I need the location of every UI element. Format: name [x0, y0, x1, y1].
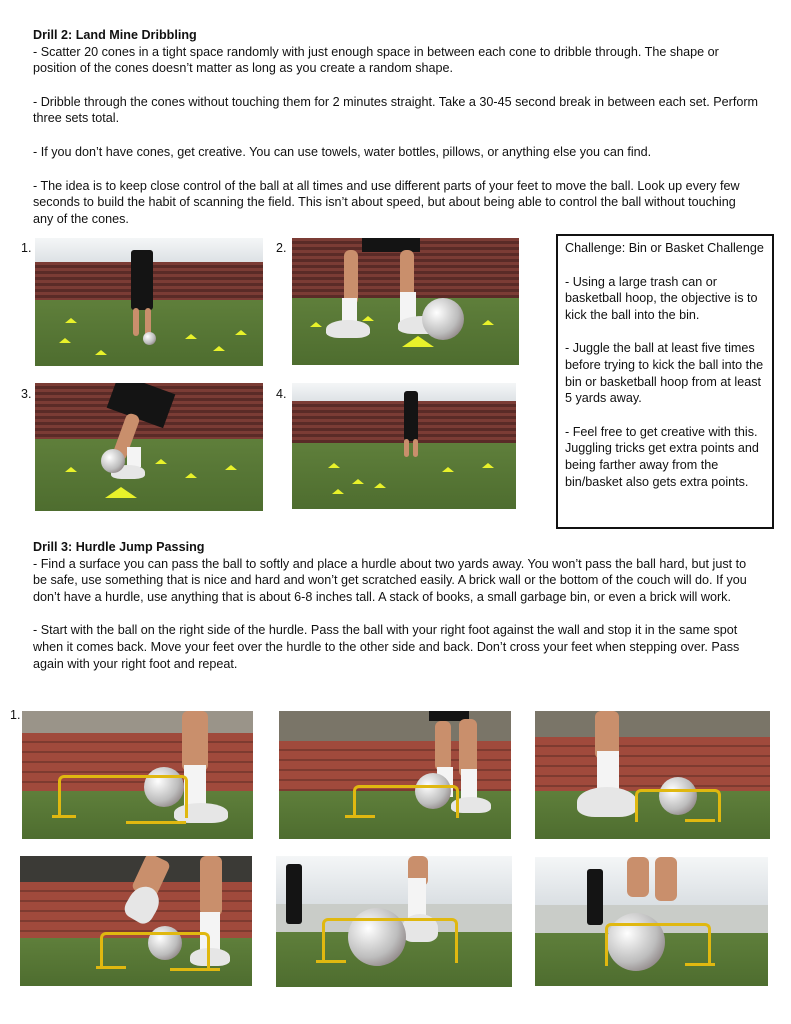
drill3-paragraph-1: - Find a surface you can pass the ball to softly and place a hurdle about two yards away. You won’t pass the ball hard, but just to be safe, use something that is nice and hard and won’t get scratched easily. A brick wall or the bottom of the couch will do. If you don’t have a hurdle, use anything that is about 6-8 inches tall. A stack of books, a small garbage bin, or even a brick will work.	[33, 556, 747, 604]
hurdle-photo-5	[276, 856, 512, 987]
photo-number-2: 2.	[276, 241, 287, 255]
drill3-title: Drill 3: Hurdle Jump Passing	[33, 540, 205, 554]
drill3-paragraph-2: - Start with the ball on the right side of the hurdle. Pass the ball with your right foot against the wall and stop it in the same spot when it comes back. Move your feet over the hurdle to the other side and back. Don’t cross your feet when stepping over. Pass again with your right foot and repeat.	[33, 623, 740, 671]
challenge-paragraph-2: - Juggle the ball at least five times before trying to kick the ball into the bin or basketball hoop from at least 5 yards away.	[565, 341, 764, 406]
drill2-paragraph-3: - If you don’t have cones, get creative. You can use towels, water bottles, pillows, or anything else you can find.	[33, 144, 652, 159]
dribbling-photo-1	[35, 238, 263, 366]
dribbling-photo-3	[35, 383, 263, 511]
challenge-paragraph-3: - Feel free to get creative with this. Juggling tricks get extra points and being farther away from the bin/basket also gets extra points.	[565, 424, 759, 489]
challenge-title: Challenge: Bin or Basket Challenge	[565, 241, 764, 255]
photo-number-3: 3.	[21, 387, 32, 401]
drill2-paragraph-2: - Dribble through the cones without touching them for 2 minutes straight. Take a 30-45 second break in between each set. Perform three sets total.	[33, 94, 759, 126]
drill2-paragraph-4: - The idea is to keep close control of the ball at all times and use different parts of your feet to move the ball. Look up every few seconds to build the habit of scanning the field. This isn’t about speed, but about being able to control the ball without touching any of the cones.	[33, 178, 740, 226]
dribbling-photo-4	[292, 383, 516, 509]
drill2-text	[33, 27, 758, 227]
drill2-paragraph-1: - Scatter 20 cones in a tight space randomly with just enough space in between each cone to dribble through. The shape or position of the cones doesn’t matter as long as you create a random shape.	[33, 44, 719, 76]
hurdle-photo-3	[535, 711, 770, 839]
photo-number-4: 4.	[276, 387, 287, 401]
hurdle-photo-6	[535, 857, 768, 986]
hurdle-photo-4	[20, 856, 252, 986]
hurdle-photo-2	[279, 711, 511, 839]
hurdle-photo-1	[22, 711, 253, 839]
drill2-title: Drill 2: Land Mine Dribbling	[33, 28, 197, 42]
drill3-text	[33, 539, 763, 672]
photo-number-1: 1.	[21, 241, 32, 255]
dribbling-photo-2	[292, 238, 519, 365]
challenge-paragraph-1: - Using a large trash can or basketball hoop, the objective is to kick the ball into the bin.	[565, 274, 758, 322]
drill3-photo-number: 1.	[10, 708, 21, 722]
challenge-box	[556, 234, 774, 529]
